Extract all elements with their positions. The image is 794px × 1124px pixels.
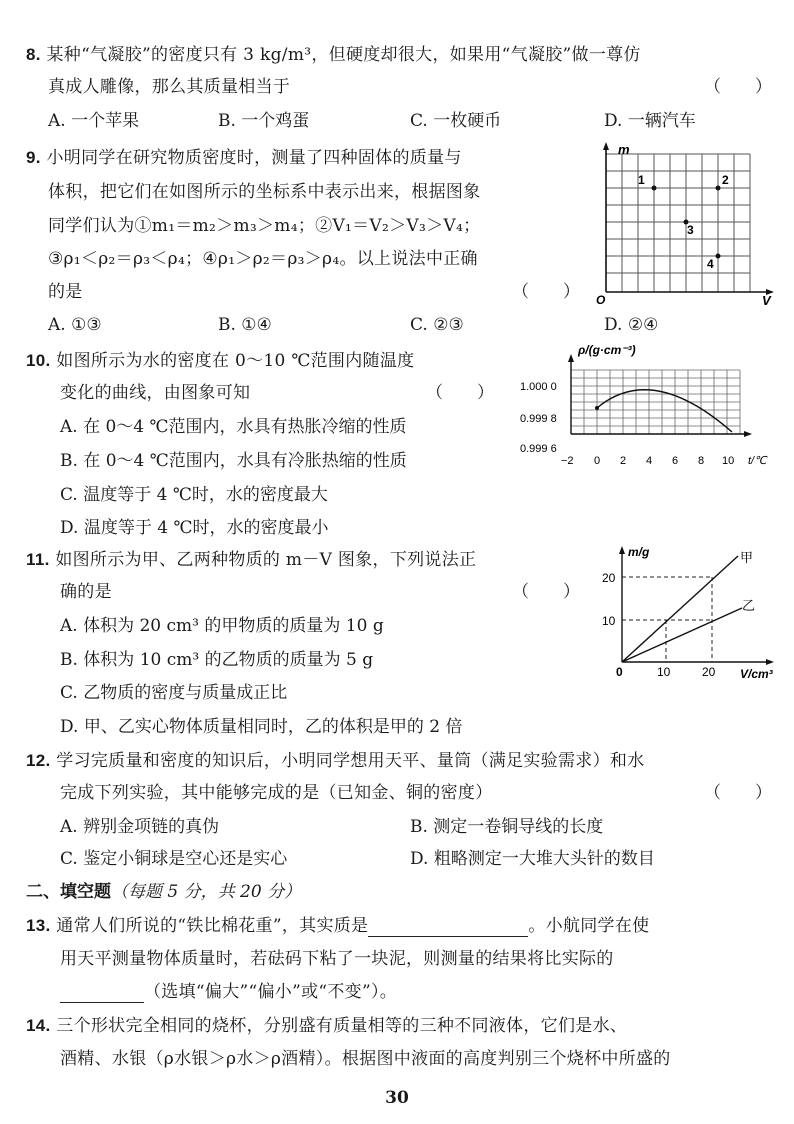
q12-number: 12. <box>26 751 51 770</box>
q12-text-1: 学习完质量和密度的知识后，小明同学想用天平、量筒（满足实验需求）和水 <box>56 751 645 771</box>
q11-origin-label: 0 <box>616 665 623 679</box>
q8-line1 <box>26 44 641 66</box>
q9-point-1-label: 1 <box>638 173 645 187</box>
q9-point-2 <box>716 186 721 191</box>
q12-option-b: B. 测定一卷铜导线的长度 <box>410 817 604 837</box>
q11-x-axis-label: V/cm³ <box>740 667 773 681</box>
q11-text-1: 如图所示为甲、乙两种物质的 m－V 图象，下列说法正 <box>55 550 477 570</box>
q10-x-axis-label: t/℃ <box>748 455 767 467</box>
q11-answer-paren: （ ） <box>512 582 580 602</box>
q10-option-c: C. 温度等于 4 ℃时，水的密度最大 <box>60 485 328 505</box>
q11-y-tick-10: 10 <box>602 614 616 628</box>
q13-line1 <box>26 915 649 937</box>
q9-point-4 <box>716 254 721 259</box>
q10-x-tick-7: 10 <box>722 455 735 467</box>
section-note: （每题 5 分，共 20 分） <box>111 882 302 902</box>
q9-y-axis-label: m <box>618 142 630 157</box>
q9-option-d: D. ②④ <box>604 315 659 335</box>
q11-option-d: D. 甲、乙实心物体质量相同时，乙的体积是甲的 2 倍 <box>60 717 463 737</box>
q10-density-graph <box>512 338 784 472</box>
q11-series-jia-label: 甲 <box>740 550 754 565</box>
q13-text-1a: 通常人们所说的“铁比棉花重”，其实质是 <box>56 916 369 936</box>
q10-option-a: A. 在 0～4 ℃范围内，水具有热胀冷缩的性质 <box>60 417 407 437</box>
q14-line2: 酒精、水银（ρ水银＞ρ水＞ρ酒精）。根据图中液面的高度判别三个烧杯中所盛的 <box>60 1049 671 1069</box>
q12-answer-paren: （ ） <box>704 783 772 803</box>
q9-answer-paren: （ ） <box>512 282 580 302</box>
q10-x-tick-5: 6 <box>672 455 679 467</box>
q11-x-tick-10: 10 <box>657 665 671 679</box>
q11-y-axis-label: m/g <box>628 545 650 559</box>
q13-text-1b: 。小航同学在使 <box>528 916 650 936</box>
q14-number: 14. <box>26 1016 51 1035</box>
q9-line4: ③ρ₁＜ρ₂＝ρ₃＜ρ₄；④ρ₁＞ρ₂＝ρ₃＞ρ₄。以上说法中正确 <box>48 249 478 269</box>
q8-number: 8. <box>26 45 41 64</box>
q10-number: 10. <box>26 351 51 370</box>
q10-option-b: B. 在 0～4 ℃范围内，水具有冷胀热缩的性质 <box>60 451 407 471</box>
q8-answer-paren: （ ） <box>704 77 772 97</box>
q10-y-axis-label: ρ/(g·cm⁻³) <box>578 343 636 357</box>
q8-option-a: A. 一个苹果 <box>48 111 140 131</box>
q10-x-tick-3: 2 <box>620 455 627 467</box>
q11-option-b: B. 体积为 10 cm³ 的乙物质的质量为 5 g <box>60 650 374 670</box>
q13-line2: 用天平测量物体质量时，若砝码下粘了一块泥，则测量的结果将比实际的 <box>60 949 614 969</box>
q11-series-yi-line <box>622 608 742 662</box>
q9-option-a: A. ①③ <box>48 315 102 335</box>
q10-line1 <box>26 350 414 372</box>
q11-y-tick-20: 20 <box>602 571 616 585</box>
q12-option-d: D. 粗略测定一大堆大头针的数目 <box>410 849 655 869</box>
q10-x-tick-6: 8 <box>698 455 705 467</box>
q12-option-a: A. 辨别金项链的真伪 <box>60 817 220 837</box>
q9-point-3-label: 3 <box>687 223 694 237</box>
q9-line2: 体积，把它们在如图所示的坐标系中表示出来，根据图象 <box>48 182 481 202</box>
q9-option-b: B. ①④ <box>218 315 272 335</box>
q11-option-a: A. 体积为 20 cm³ 的甲物质的质量为 10 g <box>60 616 384 636</box>
q11-line1 <box>26 549 476 571</box>
q9-point-1 <box>652 186 657 191</box>
q8-option-b: B. 一个鸡蛋 <box>218 111 310 131</box>
q8-option-d: D. 一辆汽车 <box>604 111 696 131</box>
q11-series-yi-label: 乙 <box>742 598 756 613</box>
q9-point-2-label: 2 <box>722 173 729 187</box>
q9-x-axis-label: V <box>762 293 771 306</box>
q8-text-1: 某种“气凝胶”的密度只有 3 kg/m³，但硬度却很大，如果用“气凝胶”做一尊仿 <box>46 45 641 65</box>
q11-number: 11. <box>26 550 50 569</box>
section-heading <box>26 881 301 903</box>
q10-y-tick-1: 1.000 0 <box>520 381 557 393</box>
q13-line3 <box>60 981 397 1003</box>
q10-y-tick-3: 0.999 6 <box>520 443 557 455</box>
q9-line1 <box>26 147 462 169</box>
q8-option-c: C. 一枚硬币 <box>410 111 502 131</box>
q9-origin-label: O <box>596 293 606 306</box>
q14-line1 <box>26 1015 627 1037</box>
q13-number: 13. <box>26 916 51 935</box>
q9-point-4-label: 4 <box>707 257 714 271</box>
q10-x-tick-1: −2 <box>561 455 574 467</box>
q13-blank-1[interactable] <box>368 918 528 937</box>
q9-line5: 的是 <box>48 282 83 302</box>
q14-text-1: 三个形状完全相同的烧杯，分别盛有质量相等的三种不同液体，它们是水、 <box>56 1016 628 1036</box>
q8-line2: 真成人雕像，那么其质量相当于 <box>48 77 291 97</box>
q10-y-tick-2: 0.999 8 <box>520 413 557 425</box>
q13-text-3: （选填“偏大”“偏小”或“不变”）。 <box>144 982 398 1002</box>
q10-option-d: D. 温度等于 4 ℃时，水的密度最小 <box>60 518 329 538</box>
q9-text-1: 小明同学在研究物质密度时，测量了四种固体的质量与 <box>46 148 462 168</box>
q13-blank-2[interactable] <box>60 984 144 1003</box>
q11-x-tick-20: 20 <box>702 665 716 679</box>
q12-line1 <box>26 750 644 772</box>
q9-option-c: C. ②③ <box>410 315 464 335</box>
q10-curve-start-point <box>595 406 599 410</box>
q10-x-tick-2: 0 <box>594 455 601 467</box>
page-number: 30 <box>385 1088 409 1108</box>
section-title: 二、填空题 <box>26 882 111 902</box>
q11-line2: 确的是 <box>60 582 112 602</box>
q12-line2: 完成下列实验，其中能够完成的是（已知金、铜的密度） <box>60 783 493 803</box>
q10-line2: 变化的曲线，由图象可知 <box>60 383 251 403</box>
q9-mv-graph <box>594 140 784 306</box>
q12-option-c: C. 鉴定小铜球是空心还是实心 <box>60 849 288 869</box>
q11-series-jia-line <box>622 556 738 662</box>
q10-answer-paren: （ ） <box>426 383 494 403</box>
q9-line3: 同学们认为①m₁＝m₂＞m₃＞m₄；②V₁＝V₂＞V₃＞V₄； <box>48 216 481 236</box>
q10-x-tick-4: 4 <box>646 455 653 467</box>
q10-text-1: 如图所示为水的密度在 0～10 ℃范围内随温度 <box>56 351 415 371</box>
q9-number: 9. <box>26 148 41 167</box>
q11-option-c: C. 乙物质的密度与质量成正比 <box>60 683 288 703</box>
q11-mv-graph <box>594 540 786 682</box>
